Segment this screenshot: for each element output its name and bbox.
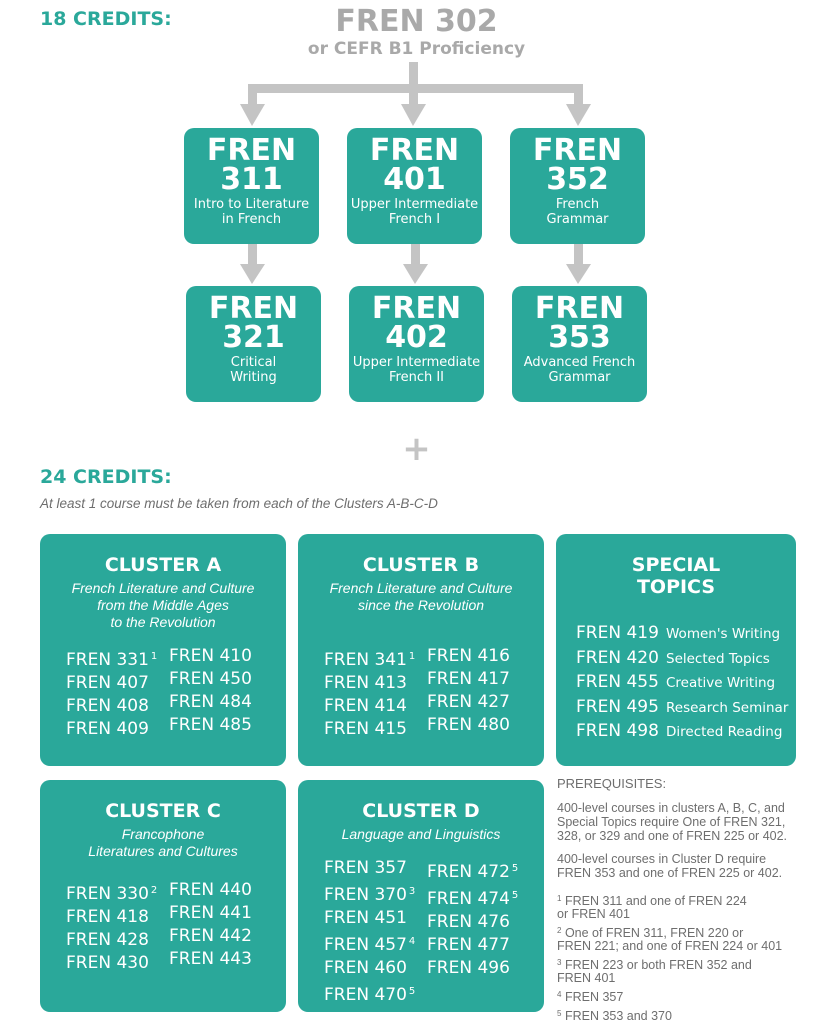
- course-item: FREN 451: [324, 908, 407, 928]
- text-line: 400-level courses in Cluster D require: [557, 852, 767, 866]
- course-item: FREN 430: [66, 953, 149, 973]
- footnote-5: $^5$ FREN 353 and 370: [557, 1009, 672, 1023]
- course-item: FREN 407: [66, 673, 149, 693]
- cluster-description: [40, 826, 286, 860]
- course-item: FREN 476: [427, 912, 510, 932]
- course-item: FREN 442: [169, 926, 252, 946]
- course-item: FREN 474 $^5$: [427, 889, 519, 909]
- footnote-3: $^3$ FREN 223 or both FREN 352 and FREN 401: [557, 958, 752, 985]
- course-item: FREN 410: [169, 646, 252, 666]
- special-topics-box: [556, 534, 796, 766]
- title-line: SPECIAL: [631, 554, 721, 576]
- desc-line: French Literature and Culture: [71, 580, 255, 596]
- course-title-line2: Grammar: [546, 212, 609, 227]
- course-box-fren-401: [347, 128, 482, 244]
- title-line: TOPICS: [636, 576, 716, 598]
- course-column: [169, 645, 272, 741]
- cluster-title: CLUSTER D: [362, 800, 480, 822]
- course-column: [66, 879, 169, 975]
- cluster-c-box: [40, 780, 286, 1012]
- cluster-description: [298, 826, 544, 843]
- footnote-4: $^4$ FREN 357: [557, 990, 624, 1004]
- course-box-fren-353: [512, 286, 647, 402]
- course-title-line2: Grammar: [548, 370, 611, 385]
- list-item: FREN 419 Women's Writing: [576, 623, 781, 643]
- list-item: FREN 420 Selected Topics: [576, 647, 770, 668]
- course-item: FREN 480: [427, 715, 510, 735]
- course-number: 311: [220, 162, 283, 197]
- course-item: FREN 485: [169, 715, 252, 735]
- credits-24-label: 24 CREDITS:: [40, 466, 172, 488]
- course-title-line2: Writing: [230, 370, 277, 385]
- course-title-line2: French II: [388, 370, 444, 385]
- course-item: FREN 409: [66, 719, 149, 739]
- course-code: FREN: [532, 133, 623, 168]
- desc-line: Language and Linguistics: [341, 826, 501, 842]
- course-title-line2: in French: [221, 212, 282, 227]
- course-item: FREN 408: [66, 696, 149, 716]
- course-item: FREN 477: [427, 935, 510, 955]
- course-title-line1: Upper Intermediate: [350, 197, 479, 212]
- list-item: FREN 455 Creative Writing: [576, 672, 776, 692]
- prerequisites-paragraph-1: [557, 801, 827, 843]
- course-number: 353: [548, 320, 611, 355]
- cluster-title: CLUSTER A: [104, 554, 222, 576]
- prerequisites-heading: PREREQUISITES:: [557, 776, 667, 791]
- course-title-line1: French: [555, 197, 600, 212]
- course-number: 352: [546, 162, 609, 197]
- course-item: FREN 472 $^5$: [427, 862, 519, 882]
- course-item: FREN 331 $^1$: [66, 650, 158, 670]
- list-item: FREN 498 Directed Reading: [576, 721, 783, 741]
- course-number: 401: [383, 162, 446, 197]
- course-item: FREN 460: [324, 958, 407, 978]
- list-item: FREN 495 Research Seminar: [576, 696, 789, 717]
- text-line: FREN 353 and one of FREN 225 or 402.: [557, 866, 783, 880]
- course-code: FREN: [208, 291, 299, 326]
- cluster-description: [40, 580, 286, 631]
- entry-alternative: or CEFR B1 Proficiency: [307, 39, 526, 59]
- course-item: FREN 484: [169, 692, 252, 712]
- course-column: [66, 645, 169, 741]
- course-box-fren-311: [184, 128, 319, 244]
- course-column: [324, 857, 427, 1007]
- course-title-line1: Advanced French: [523, 355, 636, 370]
- course-code: FREN: [371, 291, 462, 326]
- course-item: FREN 457 $^4$: [324, 935, 416, 955]
- footnote-2: $^2$ One of FREN 311, FREN 220 or FREN 221; and one of FREN 224 or 401: [557, 926, 783, 953]
- course-box-fren-402: [349, 286, 484, 402]
- course-item: FREN 440: [169, 880, 252, 900]
- course-title-line1: Intro to Literature: [193, 197, 310, 212]
- course-item: FREN 443: [169, 949, 252, 969]
- course-item: FREN 450: [169, 669, 252, 689]
- desc-line: since the Revolution: [357, 597, 485, 613]
- course-code: FREN: [206, 133, 297, 168]
- course-column: [324, 645, 427, 741]
- cluster-requirement-note: At least 1 course must be taken from each of the Clusters A-B-C-D: [40, 496, 438, 511]
- course-item: FREN 416: [427, 646, 510, 666]
- text-line: 328, or 329 and one of FREN 225 or 402.: [557, 829, 788, 843]
- course-item: FREN 414: [324, 696, 407, 716]
- course-item: FREN 341 $^1$: [324, 650, 416, 670]
- course-item: FREN 413: [324, 673, 407, 693]
- desc-line: from the Middle Ages: [97, 597, 229, 613]
- course-item: FREN 496: [427, 958, 510, 978]
- cluster-title: CLUSTER C: [105, 800, 221, 822]
- plus-icon: +: [402, 429, 431, 469]
- special-topics-list: [576, 622, 788, 745]
- desc-line: French Literature and Culture: [329, 580, 513, 596]
- cluster-a-box: [40, 534, 286, 766]
- credits-18-label: 18 CREDITS:: [40, 8, 172, 30]
- course-item: FREN 428: [66, 930, 149, 950]
- prerequisites-panel: [557, 776, 827, 1026]
- cluster-d-box: [298, 780, 544, 1012]
- course-title-line2: French I: [388, 212, 441, 227]
- course-item: FREN 417: [427, 669, 510, 689]
- desc-line: Francophone: [121, 826, 205, 842]
- cluster-description: [298, 580, 544, 614]
- course-column: [427, 645, 530, 741]
- course-item: FREN 470 $^5$: [324, 985, 416, 1005]
- course-item: FREN 427: [427, 692, 510, 712]
- course-column: [427, 857, 530, 1007]
- desc-line: Literatures and Cultures: [88, 843, 238, 859]
- desc-line: to the Revolution: [110, 614, 216, 630]
- prerequisites-paragraph-2: [557, 852, 827, 880]
- cluster-title: CLUSTER B: [362, 554, 480, 576]
- course-item: FREN 418: [66, 907, 149, 927]
- course-title-line1: Upper Intermediate: [352, 355, 481, 370]
- course-item: FREN 370 $^3$: [324, 885, 416, 905]
- entry-course: FREN 302: [335, 4, 498, 39]
- cluster-b-box: [298, 534, 544, 766]
- course-item: FREN 357: [324, 858, 407, 878]
- course-item: FREN 441: [169, 903, 252, 923]
- course-number: 321: [222, 320, 285, 355]
- text-line: Special Topics require One of FREN 321,: [557, 815, 786, 829]
- course-item: FREN 330 $^2$: [66, 884, 158, 904]
- course-code: FREN: [534, 291, 625, 326]
- text-line: 400-level courses in clusters A, B, C, and: [557, 801, 785, 815]
- course-item: FREN 415: [324, 719, 407, 739]
- course-box-fren-352: [510, 128, 645, 244]
- special-topics-title: [556, 554, 796, 598]
- footnote-1: $^1$ FREN 311 and one of FREN 224 or FREN 401: [557, 894, 747, 921]
- course-title-line1: Critical: [230, 355, 277, 370]
- course-code: FREN: [369, 133, 460, 168]
- course-column: [169, 879, 272, 975]
- course-box-fren-321: [186, 286, 321, 402]
- course-number: 402: [385, 320, 448, 355]
